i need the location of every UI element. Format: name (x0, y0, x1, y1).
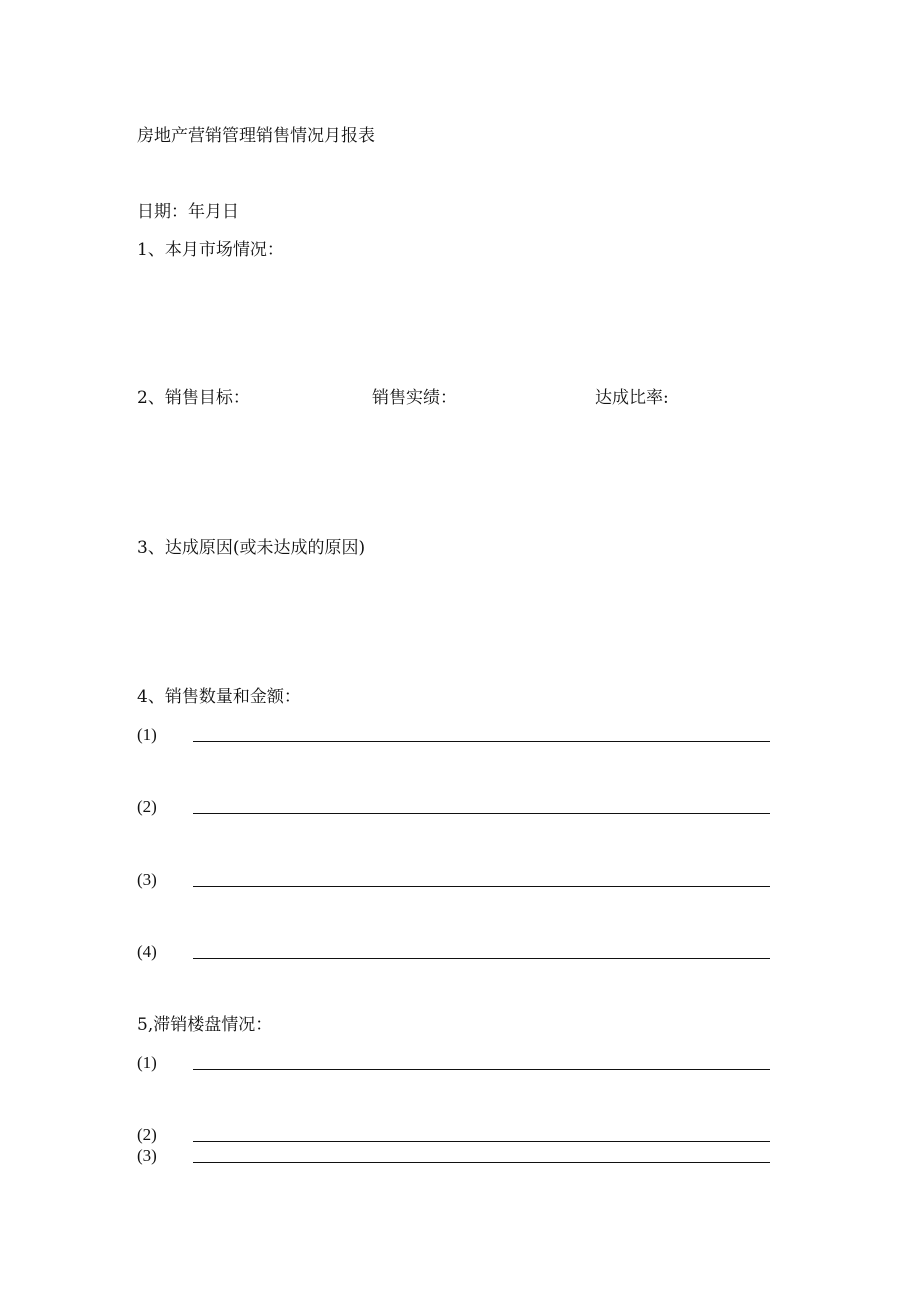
slow-selling-item-1-fill-line[interactable] (193, 1069, 770, 1070)
date-label: 日期：年月日 (137, 202, 239, 222)
slow-selling-item-1-number: (1) (137, 1053, 157, 1072)
sales-volume-item-2-fill-line[interactable] (193, 813, 770, 814)
sales-volume-item-1-number: (1) (137, 725, 157, 744)
slow-selling-item-3-fill-line[interactable] (193, 1162, 770, 1163)
slow-selling-item-2-fill-line[interactable] (193, 1141, 770, 1142)
sales-volume-item-2-number: (2) (137, 797, 157, 816)
section-market-label: 1、本月市场情况： (137, 240, 284, 260)
achievement-rate-label: 达成比率: (595, 388, 669, 408)
sales-volume-item-1-fill-line[interactable] (193, 741, 770, 742)
slow-selling-item-2-number: (2) (137, 1125, 157, 1144)
section-target-label: 2、销售目标： (137, 388, 250, 408)
document-title: 房地产营销管理销售情况月报表 (137, 126, 375, 146)
sales-volume-item-3-fill-line[interactable] (193, 886, 770, 887)
slow-selling-item-3-number: (3) (137, 1146, 157, 1165)
sales-actual-label: 销售实绩： (372, 388, 457, 408)
sales-volume-item-3-number: (3) (137, 870, 157, 889)
sales-volume-item-4-number: (4) (137, 942, 157, 961)
sales-volume-item-4-fill-line[interactable] (193, 958, 770, 959)
section-slow-selling-label: 5,滞销楼盘情况： (137, 1015, 273, 1035)
section-reasons-label: 3、达成原因(或未达成的原因) (137, 538, 366, 558)
section-sales-volume-label: 4、销售数量和金额： (137, 687, 301, 707)
